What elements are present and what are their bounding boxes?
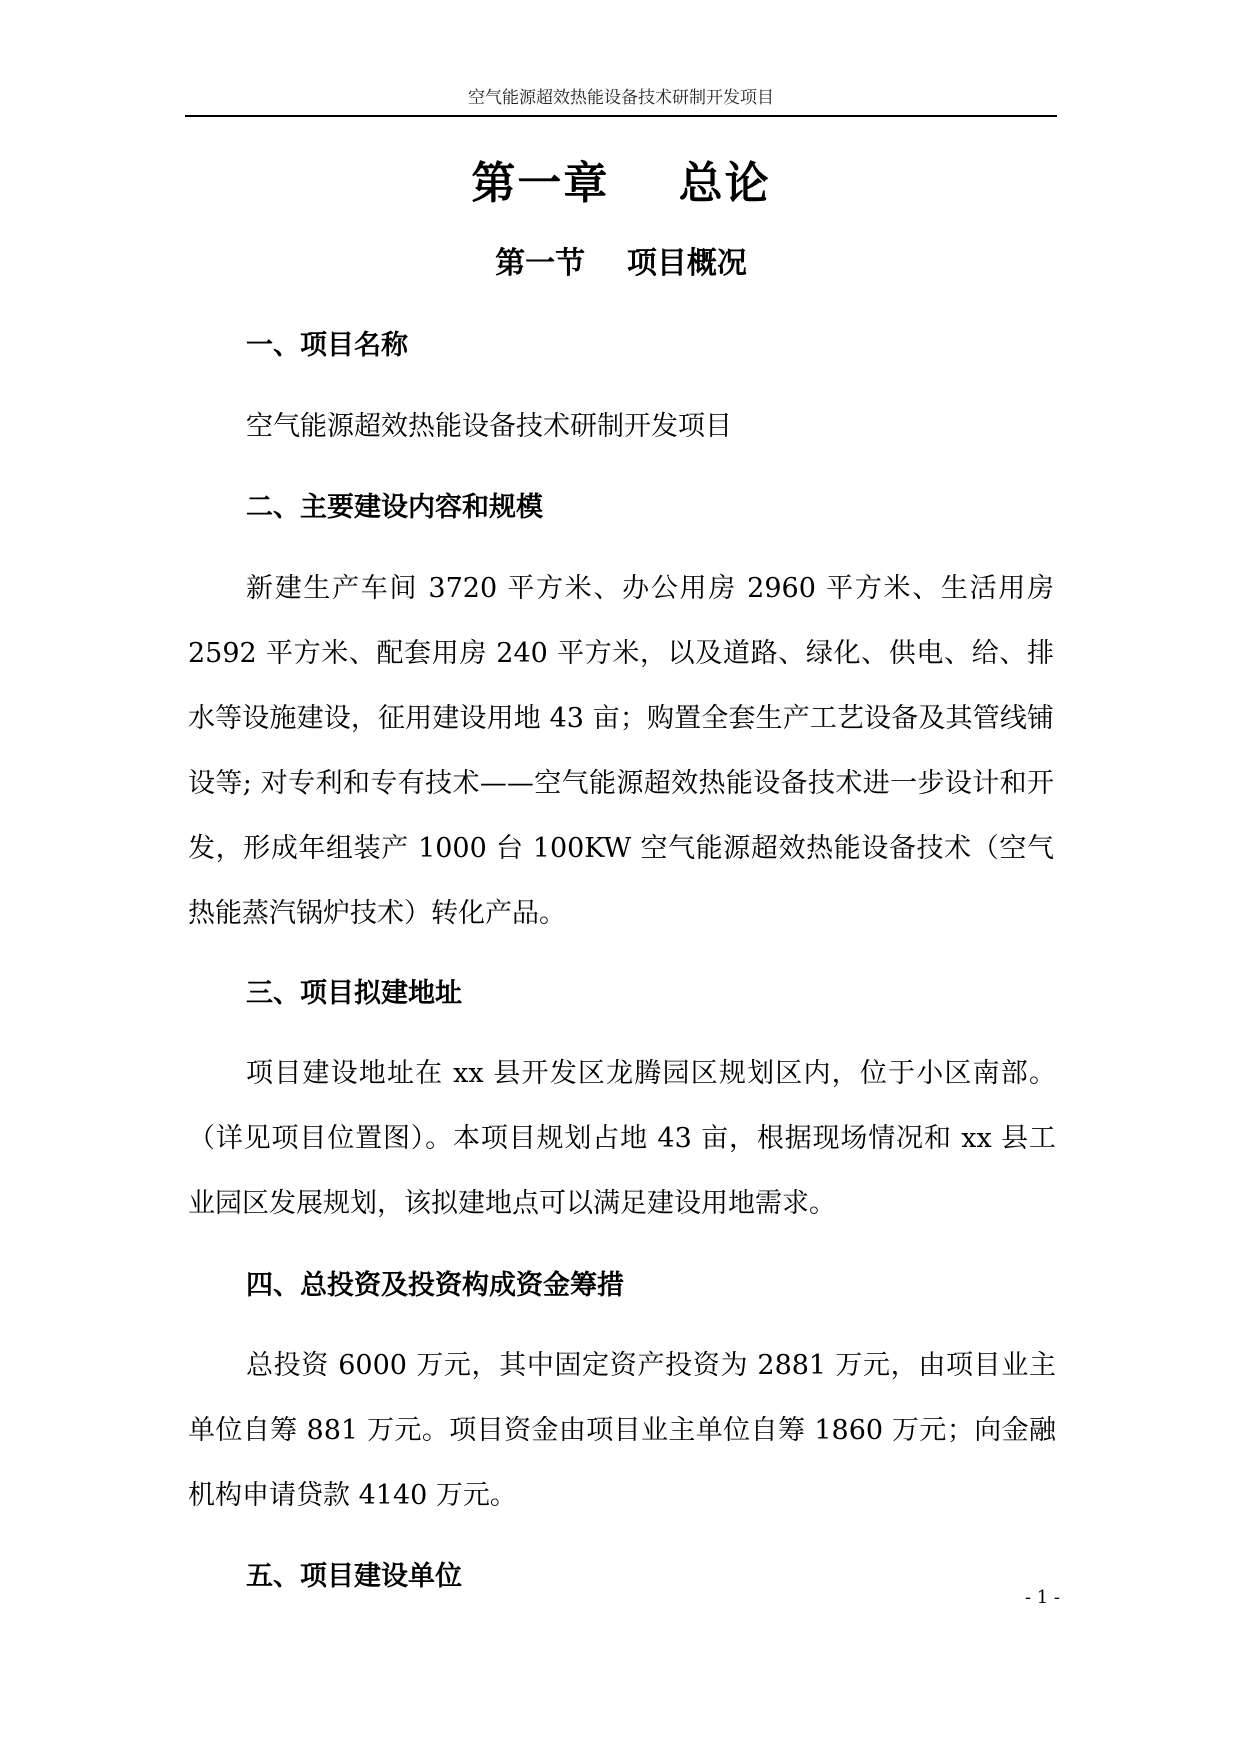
paragraph-investment: 总投资 6000 万元，其中固定资产投资为 2881 万元，由项目业主单位自筹 881 万元。项目资金由项目业主单位自筹 1860 万元；向金融机构申请贷款 4140 万元。 bbox=[188, 1350, 1056, 1511]
chapter-title: 第一章 总论 bbox=[471, 158, 771, 209]
running-header: 空气能源超效热能设备技术研制开发项目 bbox=[468, 88, 774, 108]
paragraph-construction-scope: 新建生产车间 3720 平方米、办公用房 2960 平方米、生活用房 2592 平方米、配套用房 240 平方米，以及道路、绿化、供电、给、排水等设施建设，征用建设用地 43 亩；购置全套生产工艺设备及其管线铺设等; 对专利和专有技术——空气能源超效热能设备技术进一步设计和开发，形成年组装产 1000 台 100KW 空气能源超效热能设备技术（空气热能蒸汽锅炉技术）转化产品。 bbox=[188, 573, 1054, 929]
paragraph-project-site: 项目建设地址在 xx 县开发区龙腾园区规划区内，位于小区南部。（详见项目位置图）。本项目规划占地 43 亩，根据现场情况和 xx 县工业园区发展规划，该拟建地点可以满足建设用地需求。 bbox=[188, 1058, 1056, 1219]
heading-construction-scope: 二、主要建设内容和规模 bbox=[246, 492, 543, 523]
heading-project-site: 三、项目拟建地址 bbox=[246, 978, 462, 1009]
section-title: 第一节 项目概况 bbox=[495, 246, 747, 281]
heading-investment: 四、总投资及投资构成资金筹措 bbox=[246, 1270, 624, 1301]
heading-project-name: 一、项目名称 bbox=[246, 330, 408, 361]
header-rule bbox=[185, 115, 1057, 117]
heading-construction-unit: 五、项目建设单位 bbox=[246, 1561, 462, 1592]
paragraph-project-name: 空气能源超效热能设备技术研制开发项目 bbox=[246, 411, 732, 442]
page-number: - 1 - bbox=[1024, 1587, 1060, 1608]
